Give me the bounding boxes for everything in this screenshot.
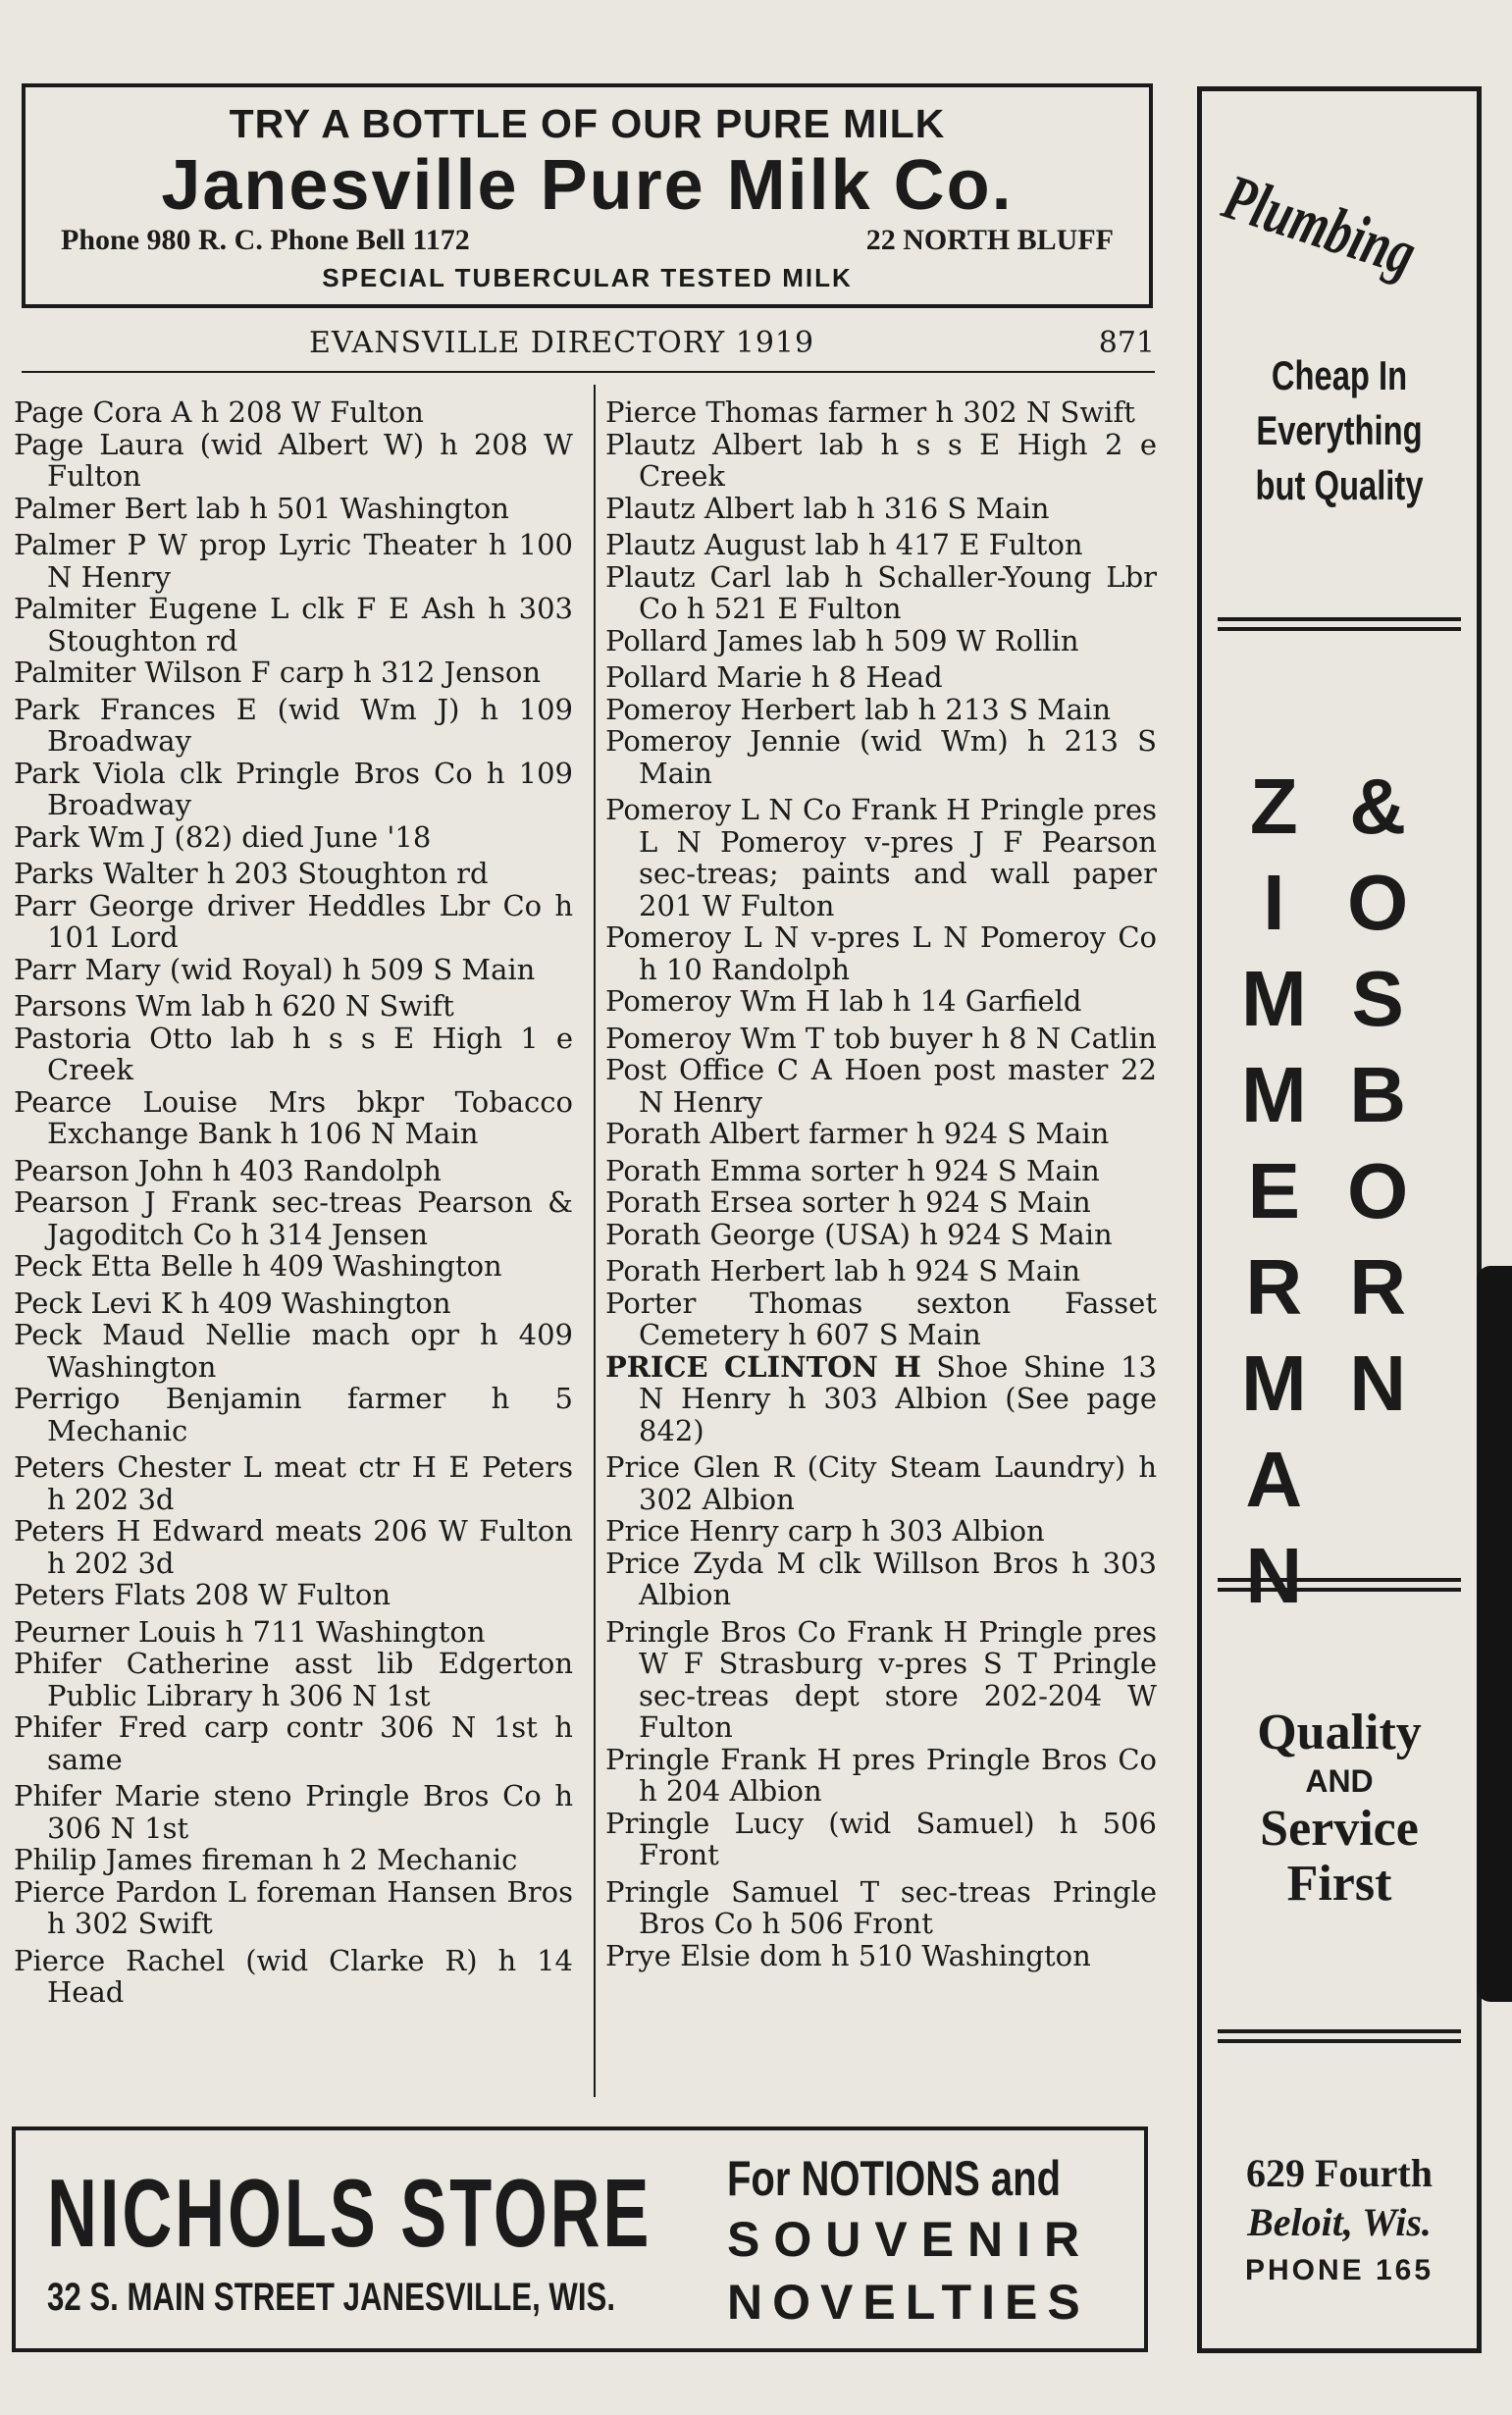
directory-entry: Pomeroy L N Co Frank H Pringle pres L N Pomeroy v-pres J F Pearson sec-treas; paints and wall paper 201 W Fulton (605, 793, 1157, 922)
directory-entry: Porter Thomas sexton Fasset Cemetery h 607 S Main (605, 1286, 1157, 1351)
tagline-line-3: but Quality (1255, 462, 1424, 508)
directory-entry: Price Glen R (City Steam Laundry) h 302 Albion (605, 1450, 1157, 1516)
directory-entry: Pollard James lab h 509 W Rollin (605, 623, 1079, 657)
directory-entry: Philip James fireman h 2 Mechanic (14, 1843, 518, 1876)
directory-entry: Plautz Carl lab h Schaller-Young Lbr Co h 521 E Fulton (605, 559, 1157, 625)
ad-company-name: Janesville Pure Milk Co. (161, 146, 1014, 225)
slogan-quality: Quality (1257, 1705, 1422, 1760)
ad-letter: S (1351, 955, 1404, 1042)
directory-entry: Pearce Louise Mrs bkpr Tobacco Exchange Bank h 106 N Main (14, 1084, 573, 1150)
ad-letter: M (1241, 955, 1307, 1042)
plumbing-phone: PHONE 165 (1244, 2254, 1434, 2286)
ad-contact-line (26, 224, 1149, 257)
directory-entry: Palmer P W prop Lyric Theater h 100 N Henry (14, 528, 573, 594)
ad-letter: N (1245, 1532, 1303, 1619)
directory-entry: Pollard Marie h 8 Head (605, 660, 943, 694)
quality-slogan (1202, 1706, 1477, 1912)
directory-entry: Pomeroy L N v-pres L N Pomeroy Co h 10 Randolph (605, 920, 1157, 986)
directory-entry: Palmiter Eugene L clk F E Ash h 303 Stoughton rd (14, 592, 573, 657)
directory-entry: Pierce Thomas farmer h 302 N Swift (605, 395, 1135, 429)
directory-entry: Park Wm J (82) died June '18 (14, 819, 432, 854)
ad-address: 22 NORTH BLUFF (865, 224, 1114, 256)
column-divider (594, 385, 596, 2097)
directory-entry: Pearson J Frank sec-treas Pearson & Jagoditch Co h 314 Jensen (14, 1185, 573, 1251)
ampersand: & (1349, 762, 1406, 850)
directory-entry: Plautz August lab h 417 E Fulton (605, 528, 1083, 561)
directory-entry: Porath Emma sorter h 924 S Main (605, 1153, 1100, 1187)
directory-entry: Phifer Catherine asst lib Edgerton Public Library h 306 N 1st (14, 1647, 573, 1712)
directory-entry: Peurner Louis h 711 Washington (14, 1614, 486, 1649)
ad-tagline: TRY A BOTTLE OF OUR PURE MILK (229, 101, 946, 146)
store-line-2: SOUVENIR (727, 2212, 1094, 2267)
directory-entry: Parsons Wm lab h 620 N Swift (14, 989, 454, 1023)
plumbing-street: 629 Fourth (1246, 2151, 1433, 2195)
ad-letter: Z (1249, 762, 1298, 850)
double-rule (1218, 2029, 1461, 2043)
plumbing-ad (1197, 86, 1482, 2353)
right-column (605, 396, 1157, 1971)
ad-letter: A (1245, 1436, 1303, 1523)
plumbing-city: Beloit, Wis. (1247, 2200, 1432, 2244)
directory-entry: Pringle Bros Co Frank H Pringle pres W F Strasburg v-pres S T Pringle sec-treas dept store 202-204 W Fulton (605, 1614, 1157, 1744)
ad-letter: I (1263, 859, 1285, 946)
directory-entry: Peters Flats 208 W Fulton (14, 1578, 391, 1611)
directory-entry: Price Zyda M clk Willson Bros h 303 Albion (605, 1546, 1157, 1611)
store-line-1: For NOTIONS and (727, 2151, 1061, 2206)
directory-entry: Pearson John h 403 Randolph (14, 1153, 442, 1187)
directory-entry: Pierce Rachel (wid Clarke R) h 14 Head (14, 1943, 573, 2009)
ad-letter: E (1247, 1147, 1300, 1234)
directory-entry: Plautz Albert lab h s s E High 2 e Creek (605, 427, 1157, 493)
store-name: NICHOLS STORE (47, 2159, 652, 2267)
ad-letter: M (1241, 1339, 1307, 1427)
directory-title: EVANSVILLE DIRECTORY 1919 (309, 326, 815, 360)
directory-entry: Phifer Marie steno Pringle Bros Co h 306 N 1st (14, 1779, 573, 1845)
page-number: 871 (1098, 326, 1155, 360)
directory-entry: Porath Herbert lab h 924 S Main (605, 1254, 1081, 1287)
running-header (22, 324, 1155, 373)
directory-entry: Palmer Bert lab h 501 Washington (14, 491, 509, 525)
store-address: 32 S. MAIN STREET JANESVILLE, WIS. (47, 2276, 616, 2319)
store-line-3: NOVELTIES (727, 2275, 1090, 2330)
directory-entry: Perrigo Benjamin farmer h 5 Mechanic (14, 1382, 573, 1447)
page-edge-tab (1477, 1266, 1512, 2002)
zimmerman-letters (1241, 759, 1307, 1624)
directory-entry: Plautz Albert lab h 316 S Main (605, 491, 1050, 525)
double-rule (1218, 1578, 1461, 1592)
directory-entry: Porath Albert farmer h 924 S Main (605, 1117, 1110, 1150)
directory-entry: Pomeroy Wm T tob buyer h 8 N Catlin (605, 1021, 1157, 1055)
slogan-first: First (1286, 1856, 1392, 1912)
directory-entry: Peck Etta Belle h 409 Washington (14, 1249, 502, 1283)
plumbing-headline: Plumbing (1215, 160, 1425, 290)
directory-entry: Pierce Pardon L foreman Hansen Bros h 302 Swift (14, 1874, 573, 1940)
directory-entry: Peters H Edward meats 206 W Fulton h 202 3d (14, 1514, 573, 1580)
directory-entry: Park Frances E (wid Wm J) h 109 Broadway (14, 692, 573, 758)
directory-entry: Parr Mary (wid Royal) h 509 S Main (14, 952, 536, 986)
plumbing-tagline (1232, 348, 1446, 513)
tagline-line-2: Everything (1256, 407, 1423, 453)
directory-entry: Pringle Samuel T sec-treas Pringle Bros Co h 506 Front (605, 1874, 1157, 1940)
tagline-line-1: Cheap In (1271, 352, 1408, 398)
directory-entry: Phifer Fred carp contr 306 N 1st h same (14, 1710, 573, 1776)
ad-special: SPECIAL TUBERCULAR TESTED MILK (322, 263, 853, 292)
directory-entry: Price Henry carp h 303 Albion (605, 1514, 1045, 1548)
ad-letter: R (1245, 1243, 1303, 1331)
directory-entry: Pomeroy Wm H lab h 14 Garfield (605, 984, 1082, 1018)
milk-company-ad (22, 83, 1153, 308)
directory-entry: Page Laura (wid Albert W) h 208 W Fulton (14, 427, 573, 493)
directory-entry: Pringle Lucy (wid Samuel) h 506 Front (605, 1806, 1157, 1871)
ad-letter: B (1349, 1051, 1406, 1138)
left-column (14, 396, 573, 2009)
directory-entry: PRICE CLINTON H Shoe Shine 13 N Henry h 303 Albion (See page 842) (605, 1349, 1157, 1447)
directory-entry: Page Cora A h 208 W Fulton (14, 395, 424, 429)
directory-entry: Porath George (USA) h 924 S Main (605, 1217, 1113, 1251)
slogan-service: Service (1260, 1801, 1419, 1857)
directory-entry: Peters Chester L meat ctr H E Peters h 202 3d (14, 1450, 573, 1516)
directory-entry: Park Viola clk Pringle Bros Co h 109 Broadway (14, 756, 573, 821)
ad-letter: N (1349, 1339, 1406, 1427)
directory-entry: Palmiter Wilson F carp h 312 Jenson (14, 656, 541, 689)
directory-entry: Peck Maud Nellie mach opr h 409 Washington (14, 1318, 573, 1384)
ad-letter: O (1347, 1147, 1409, 1234)
nichols-store-ad (12, 2126, 1148, 2352)
ad-letter: O (1347, 859, 1409, 946)
directory-entry: Pomeroy Herbert lab h 213 S Main (605, 692, 1111, 726)
ad-phone: Phone 980 R. C. Phone Bell 1172 (61, 224, 470, 256)
directory-entry: Parks Walter h 203 Stoughton rd (14, 857, 489, 890)
directory-entry: Pastoria Otto lab h s s E High 1 e Creek (14, 1021, 573, 1086)
directory-entry: Prye Elsie dom h 510 Washington (605, 1938, 1091, 1972)
slogan-and: AND (1305, 1763, 1374, 1799)
directory-entry: Peck Levi K h 409 Washington (14, 1286, 451, 1320)
directory-entry: Pringle Frank H pres Pringle Bros Co h 204 Albion (605, 1742, 1157, 1808)
osborn-letters (1347, 759, 1408, 1432)
directory-entry: Parr George driver Heddles Lbr Co h 101 Lord (14, 888, 573, 954)
double-rule (1218, 617, 1461, 631)
ad-letter: R (1349, 1243, 1406, 1331)
directory-entry: Porath Ersea sorter h 924 S Main (605, 1185, 1091, 1219)
directory-entry: Post Office C A Hoen post master 22 N Henry (605, 1053, 1157, 1119)
directory-entry: Pomeroy Jennie (wid Wm) h 213 S Main (605, 724, 1157, 790)
ad-letter: M (1241, 1051, 1307, 1138)
